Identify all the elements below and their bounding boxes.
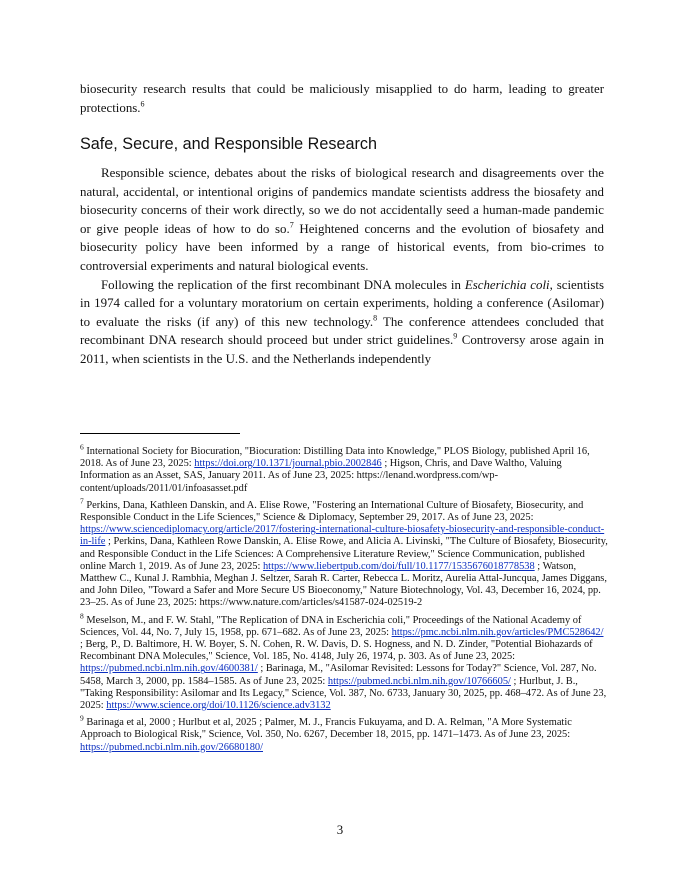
- lead-paragraph: biosecurity research results that could be maliciously misapplied to do harm, leading to greater protections.$^6$: [80, 82, 604, 115]
- footnote-8-link-4[interactable]: https://www.science.org/doi/10.1126/science.adv3132: [106, 700, 331, 712]
- footnote-ref-9[interactable]: 9: [453, 332, 458, 342]
- paragraph-responsible-science: Responsible science, debates about the risks of biological research and disagreements over the natural, accidental, or intentional origins of pandemics mandate scientists address the biosafety and biosecurity concerns of their work directly, so we do not accidentally seed a human-made pandemic or give people ideas of how to do so.$^7$ Heightened concerns and the evolution of biosafety and biosecurity policy have been informed by a range of historical events, from bio-crimes to controversial experiments and natural biological events.: [80, 166, 604, 273]
- footnote-8: $^8$ Meselson, M., and F. W. Stahl, "The Replication of DNA in Escherichia coli," Proceedings of the National Academy of Sciences, Vol. 44, No. 7, July 15, 1958, pp. 671–682. As of June 23, 2025: https://pmc.ncbi.nlm.nih.gov/articles/PMC528642/ ; Berg, P., D. Baltimore, H. W. Boyer, S. N. Cohen, R. W. Davis, D. S. Hogness, and N. D. Zinder, "Potential Biohazards of Recombinant DNA Molecules," Science, Vol. 185, No. 4148, July 26, 1974, p. 303. As of June 23, 2025: https://pubmed.ncbi.nlm.nih.gov/4600381/ ; Barinaga, M., "Asilomar Revisited: Lessons for Today?" Science, Vol. 287, No. 5458, March 3, 2000, pp. 1584–1585. As of June 23, 2025: https://pubmed.ncbi.nlm.nih.gov/10766605/ ; Hurlbut, J. B., "Taking Responsibility: Asilomar and Its Legacy," Science, Vol. 387, No. 6733, January 30, 2025, pp. 468–472. As of June 23, 2025: https://www.science.org/doi/10.1126/science.adv3132: [80, 611, 607, 712]
- footnote-8-link-3[interactable]: https://pubmed.ncbi.nlm.nih.gov/10766605/: [327, 675, 511, 687]
- footnote-6-link-1[interactable]: https://doi.org/10.1371/journal.pbio.2002846: [194, 458, 382, 470]
- footnotes: [80, 442, 608, 759]
- paragraph-recombinant-dna: Following the replication of the first recombinant DNA molecules in Escherichia coli, scientists in 1974 called for a voluntary moratorium on certain experiments, holding a conference (Asilomar) to evaluate the risks (if any) of this new technology.$^8$ The conference attendees concluded that recombinant DNA research should proceed but under strict guidelines.$^9$ Controversy arose again in 2011, when scientists in the U.S. and the Netherlands independently: [80, 277, 604, 366]
- footnote-9-link-1[interactable]: https://pubmed.ncbi.nlm.nih.gov/26680180/: [80, 741, 263, 753]
- footnote-7-link-1[interactable]: https://www.sciencediplomacy.org/article/2017/fostering-international-culture-biosafety-biosecurity-and-responsible-conduct-in-life: [80, 524, 605, 548]
- section-heading: Safe, Secure, and Responsible Research: [80, 135, 377, 153]
- footnote-6: $^6$ International Society for Biocuration, "Biocuration: Distilling Data into Knowledge," PLOS Biology, published April 16, 2018. As of June 23, 2025: https://doi.org/10.1371/journal.pbio.2002846 ; Higson, Chris, and Dave Waltho, Valuing Information as an Asset, SAS, January 2011. As of June 23, 2025: https://lenand.wordpress.com/wp-content/uploads/2011/01/infoasasset.pdf: [80, 442, 590, 494]
- footnote-7: $^7$ Perkins, Dana, Kathleen Danskin, and A. Elise Rowe, "Fostering an International Culture of Biosafety, Biosecurity, and Responsible Conduct in the Life Sciences," Science & Diplomacy, September 29, 2017. As of June 23, 2025: https://www.sciencediplomacy.org/article/2017/fostering-international-culture-biosafety-biosecurity-and-responsible-conduct-in-life ; Perkins, Dana, Kathleen Rowe Danskin, A. Elise Rowe, and Alicia A. Livinski, "The Culture of Biosafety, Biosecurity, and Responsible Conduct in the Life Sciences: A Comprehensive Literature Review," Science Communication, published online March 1, 2019. As of June 23, 2025: https://www.liebertpub.com/doi/full/10.1177/1535676018778538 ; Watson, Matthew C., Kunal J. Rambhia, Meghan J. Seltzer, Sarah R. Carter, Rebecca L. Moritz, Aurelia Attal-Juncqua, James Diggans, and John Dileo, "Toward a Safer and More Secure US Bioeconomy," Nature Biotechnology, Vol. 43, December 16, 2024, pp. 23–25. As of June 23, 2025: https://www.nature.com/articles/s41587-024-02519-2: [80, 496, 608, 609]
- footnote-ref-6[interactable]: 6: [140, 99, 145, 109]
- footnote-ref-7[interactable]: 7: [289, 220, 294, 230]
- lead-paragraph-block: [80, 80, 604, 117]
- footnote-8-link-2[interactable]: https://pubmed.ncbi.nlm.nih.gov/4600381/: [80, 663, 258, 675]
- footnote-9: $^9$ Barinaga et al, 2000 ; Hurlbut et al, 2025 ; Palmer, M. J., Francis Fukuyama, and D. A. Relman, "A More Systematic Approach to Biological Risk," Science, Vol. 350, No. 6267, December 18, 2015, pp. 1471–1473. As of June 23, 2025: https://pubmed.ncbi.nlm.nih.gov/26680180/: [80, 713, 572, 753]
- footnote-8-link-1[interactable]: https://pmc.ncbi.nlm.nih.gov/articles/PMC528642/: [391, 626, 604, 638]
- main-body: [80, 164, 604, 369]
- page-number: 3: [336, 823, 344, 837]
- footnote-7-link-2[interactable]: https://www.liebertpub.com/doi/full/10.1177/1535676018778538: [262, 560, 535, 572]
- footnote-ref-8[interactable]: 8: [373, 313, 378, 323]
- footnote-separator: [80, 433, 240, 434]
